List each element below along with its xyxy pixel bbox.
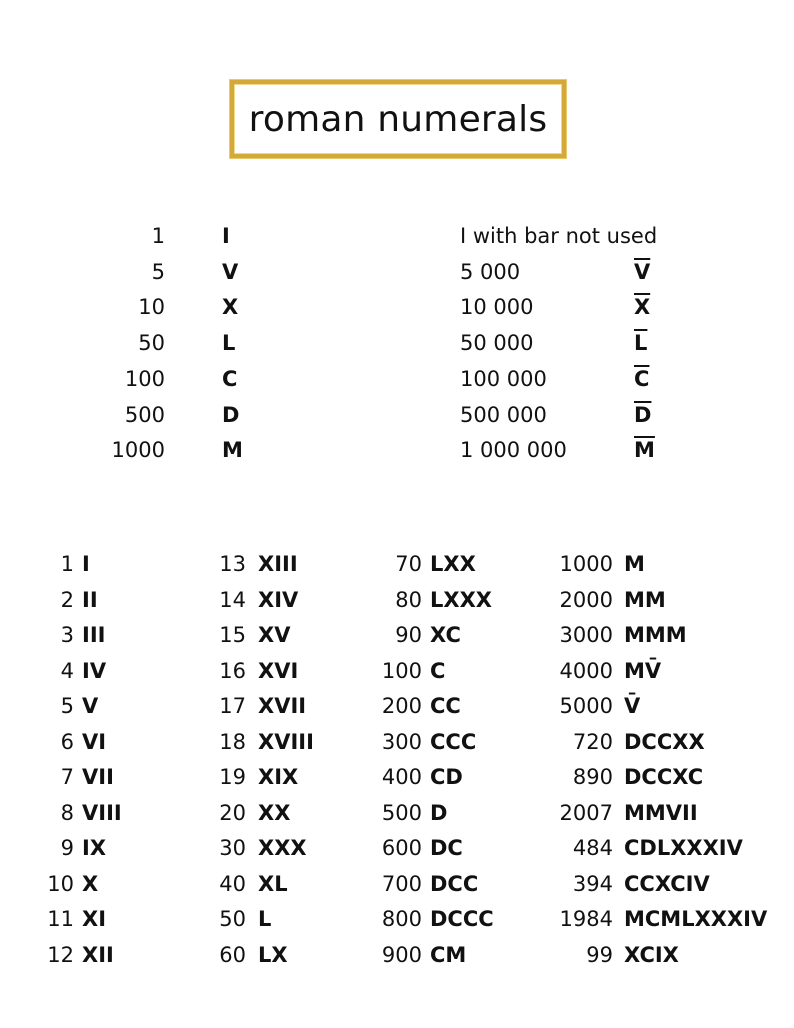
example-roman: XV [258,623,291,647]
example-roman: C [430,658,446,683]
page-title: roman numerals [248,98,548,140]
example-number: 90 [395,623,422,647]
barred-value: 50 000 [460,331,534,356]
example-number: 300 [381,729,422,754]
example-number: 16 [219,658,246,683]
example-number: 5000 [559,694,613,718]
basic-symbol: M [222,438,243,463]
example-roman: XIII [258,552,298,576]
basic-value: 5 [151,259,165,284]
example-roman: DCCXC [624,765,704,789]
example-number: 600 [381,836,422,860]
example-roman: L [258,907,272,931]
example-number: 20 [219,800,246,825]
example-roman: M [624,552,645,576]
example-number: 700 [381,871,422,896]
example-number: 18 [219,729,246,754]
example-number: 9 [60,836,74,860]
basic-symbol: L [222,331,236,356]
example-number: 100 [381,658,422,683]
example-number: 50 [219,907,246,931]
example-number: 1000 [559,552,613,576]
barred-symbol: $\overline{V}$ [634,259,651,284]
example-roman: X [82,871,99,896]
basic-symbol: X [222,295,239,320]
example-roman: MMM [624,623,687,647]
example-number: 80 [395,587,422,612]
barred-symbol: $\overline{M}$ [634,438,655,463]
example-roman: VII [82,765,114,789]
barred-symbol: $\overline{L}$ [634,331,648,356]
example-number: 720 [572,729,613,754]
example-number: 40 [219,871,246,896]
barred-note: I with bar not used [460,224,658,248]
barred-value: 10 000 [460,295,534,320]
example-number: 99 [586,942,613,967]
basic-value: 1 [151,224,165,248]
example-roman: XVI [258,658,299,683]
basic-value: 10 [138,295,165,320]
example-number: 2007 [559,800,613,825]
example-number: 890 [572,765,613,789]
example-number: 14 [219,587,246,612]
barred-value: 100 000 [460,366,547,391]
basic-symbol: V [222,259,239,284]
example-roman: CDLXXXIV [624,836,743,860]
basic-symbol: C [222,366,238,391]
example-roman: DCCC [430,907,494,931]
example-number: 3000 [559,623,613,647]
example-roman: V̄ [624,694,641,718]
example-number: 10 [47,871,74,896]
example-roman: II [82,587,98,612]
example-roman: MM [624,587,666,612]
barred-value: 500 000 [460,402,547,427]
example-roman: I [82,552,90,576]
example-roman: VI [82,729,107,754]
barred-symbol: $\overline{C}$ [634,366,650,391]
barred-value: 1 000 000 [460,438,567,463]
example-number: 500 [381,800,422,825]
example-number: 4 [60,658,74,683]
example-roman: XVIII [258,729,314,754]
example-roman: XX [258,800,291,825]
example-number: 394 [572,871,613,896]
barred-value: 5 000 [460,259,521,284]
example-roman: DCC [430,871,479,896]
example-roman: XIV [258,587,299,612]
example-number: 800 [381,907,422,931]
example-number: 30 [219,836,246,860]
example-number: 1984 [559,907,613,931]
example-number: 200 [381,694,422,718]
barred-symbol: $\overline{D}$ [634,402,652,427]
example-roman: CD [430,765,463,789]
example-roman: CM [430,942,467,967]
basic-symbol: I [222,224,230,248]
example-number: 3 [60,623,74,647]
example-roman: CCXCIV [624,871,710,896]
basic-symbol: D [222,402,240,427]
example-number: 11 [47,907,74,931]
example-roman: III [82,623,106,647]
example-roman: LXXX [430,587,492,612]
example-roman: XIX [258,765,299,789]
example-roman: XC [430,623,461,647]
example-number: 70 [395,552,422,576]
title-frame [230,80,566,158]
example-number: 13 [219,552,246,576]
example-roman: IV [82,658,107,683]
example-number: 6 [60,729,74,754]
example-number: 400 [381,765,422,789]
example-number: 484 [572,836,613,860]
basic-value: 1000 [111,438,165,463]
example-number: 8 [60,800,74,825]
example-roman: DC [430,836,463,860]
example-number: 15 [219,623,246,647]
example-roman: XL [258,871,288,896]
barred-symbol: $\overline{X}$ [634,295,651,320]
example-roman: V [82,694,99,718]
example-roman: CCC [430,729,477,754]
example-roman: XI [82,907,107,931]
example-number: 2000 [559,587,613,612]
basic-value: 50 [138,331,165,356]
example-number: 12 [47,942,74,967]
example-roman: VIII [82,800,122,825]
example-roman: XVII [258,694,307,718]
example-number: 2 [60,587,74,612]
example-roman: MV̄ [624,658,662,683]
example-number: 7 [60,765,74,789]
example-roman: CC [430,694,461,718]
example-number: 60 [219,942,246,967]
example-roman: LX [258,942,288,967]
example-roman: XXX [258,836,307,860]
example-roman: XII [82,942,114,967]
example-number: 1 [60,552,74,576]
example-roman: IX [82,836,107,860]
example-roman: LXX [430,552,476,576]
example-number: 19 [219,765,246,789]
basic-value: 100 [124,366,165,391]
example-roman: MMVII [624,800,698,825]
example-roman: XCIX [624,942,679,967]
example-number: 4000 [559,658,613,683]
example-number: 900 [381,942,422,967]
example-roman: MCMLXXXIV [624,907,768,931]
example-number: 5 [60,694,74,718]
example-number: 17 [219,694,246,718]
basic-value: 500 [124,402,165,427]
example-roman: DCCXX [624,729,705,754]
example-roman: D [430,800,448,825]
